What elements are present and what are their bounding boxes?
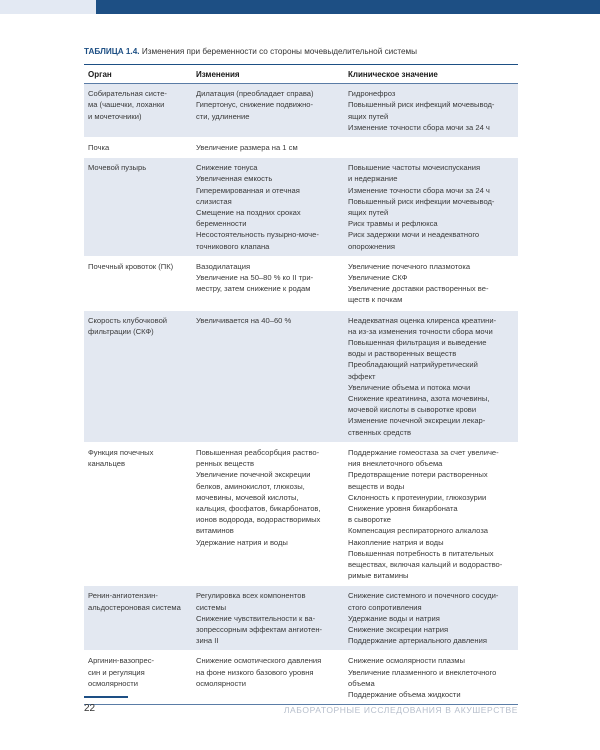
cell-line: Гипертонус, снижение подвижно- [196,100,314,110]
cell-line: зопрессорным эффектам ангиотен- [196,624,323,634]
cell-line: стого сопротивления [348,602,422,612]
cell-line: ренных веществ [196,459,255,469]
cell-line: Аргинин-вазопрес- [88,656,155,666]
table-body [84,84,518,705]
cell-organ [84,256,192,310]
cell-line: Гиперемированная и отечная [196,185,300,195]
cell-line: Увеличение почечной экскреции [196,470,311,480]
cell-line: Увеличение объема и потока мочи [348,382,471,392]
cell-line: осмолярности [88,678,138,688]
cell-clinical [344,158,518,257]
cell-line: Увеличение плазменного и внеклеточного [348,667,497,677]
cell-line: Накопление натрия и воды [348,537,444,547]
table-caption [84,47,524,56]
cell-changes [192,651,344,705]
cell-line: Повышение частоты мочеиспускания [348,163,481,173]
cell-line: Снижение чувствительности к ва- [196,613,316,623]
cell-line: на из-за изменения точности сбора мочи [348,326,493,336]
cell-line: кальция, фосфатов, бикарбонатов, [196,503,321,513]
cell-line: Предотвращение потери растворенных [348,470,488,480]
cell-clinical [344,586,518,651]
cell-line: Изменение почечной экскреции лекар- [348,416,486,426]
cell-line: Повышенная фильтрация и выведение [348,338,487,348]
cell-line: фильтрации (СКФ) [88,326,154,336]
cell-line: Смещение на поздних сроках [196,208,301,218]
cell-organ [84,84,192,138]
cell-line: Почка [88,143,110,153]
cell-line: ящих путей [348,111,389,121]
cell-line: мочевины, мочевой кислоты, [196,492,299,502]
cell-line: Снижение осмолярности плазмы [348,656,465,666]
cell-line: веществ и воды [348,481,405,491]
cell-line: воды и растворенных веществ [348,349,457,359]
cell-line: Повышенная потребность в питательных [348,548,494,558]
table-row [84,586,518,651]
cell-organ [84,442,192,585]
cell-line: альдостероновая система [88,602,181,612]
cell-line: объема [348,678,375,688]
cell-line: Изменение точности сбора мочи за 24 ч [348,122,490,132]
footer-rule [84,696,128,698]
cell-changes [192,442,344,585]
cell-line: веществах, включая кальций и водораство- [348,559,503,569]
cell-organ [84,310,192,442]
cell-organ [84,586,192,651]
cell-line: канальцев [88,459,126,469]
cell-line: Снижение экскреции натрия [348,624,449,634]
cell-clinical [344,310,518,442]
cell-line: римые витамины [348,571,409,581]
header-accent-light [0,0,96,14]
cell-line: Регулировка всех компонентов [196,591,306,601]
cell-changes [192,158,344,257]
cell-line: зина II [196,636,219,646]
cell-line: Скорость клубочковой [88,315,168,325]
table-row [84,256,518,310]
cell-changes [192,586,344,651]
cell-line: точникового клапана [196,241,270,251]
cell-line: ионов водорода, водорастворимых [196,515,321,525]
cell-line: эффект [348,371,376,381]
cell-clinical [344,84,518,138]
cell-line: Мочевой пузырь [88,163,147,173]
cell-line: беременности [196,219,247,229]
cell-changes [192,256,344,310]
cell-line: ществ к почкам [348,295,403,305]
cell-line: Неадекватная оценка клиренса креатини- [348,315,497,325]
cell-line: Повышенный риск инфекций мочевывод- [348,100,495,110]
cell-line: осмолярности [196,678,246,688]
cell-line: Увеличение размера на 1 см [196,143,298,153]
header-organ: Орган [84,65,192,84]
cell-line: Увеличение на 50–80 % ко II три- [196,273,314,283]
cell-line: Преобладающий натрийуретический [348,360,478,370]
cell-line: Повышенная реабсорбция раство- [196,447,320,457]
cell-line: мочевой кислоты в сыворотке крови [348,405,477,415]
cell-line: Склонность к протеинурии, глюкозурии [348,492,487,502]
cell-line: местру, затем снижение к родам [196,284,311,294]
cell-changes [192,138,344,158]
table-row [84,310,518,442]
cell-line: Увеличение СКФ [348,273,408,283]
table-header-row [84,65,518,84]
cell-line: Удержание натрия и воды [196,537,288,547]
cell-line: Повышенный риск инфекции мочевывод- [348,196,495,206]
cell-line: Ренин-ангиотензин- [88,591,158,601]
cell-line: Увеличение почечного плазмотока [348,261,471,271]
cell-line: Собирательная систе- [88,89,167,99]
cell-line: ящих путей [348,208,389,218]
cell-clinical [344,442,518,585]
cell-organ [84,158,192,257]
cell-line: и недержание [348,174,398,184]
cell-line: Поддержание гомеостаза за счет увеличе- [348,447,499,457]
cell-line: Снижение креатинина, азота мочевины, [348,394,490,404]
table-row [84,651,518,705]
cell-clinical [344,651,518,705]
cell-line: белков, аминокислот, глюкозы, [196,481,305,491]
cell-line: ния внеклеточного объема [348,459,443,469]
cell-line: Гидронефроз [348,89,396,99]
cell-line: Удержание воды и натрия [348,613,440,623]
cell-line: Изменение точности сбора мочи за 24 ч [348,185,490,195]
cell-line: опорожнения [348,241,395,251]
cell-line: в сыворотке [348,515,391,525]
cell-line: Увеличивается на 40–60 % [196,315,292,325]
cell-organ [84,138,192,158]
cell-line: Вазодилатация [196,261,251,271]
cell-line: Снижение тонуса [196,163,258,173]
page-number: 22 [84,703,96,714]
cell-line: сти, удлинение [196,111,250,121]
header-accent-bar [96,0,600,14]
table-row [84,158,518,257]
cell-line: Функция почечных [88,447,154,457]
table-row [84,442,518,585]
table-title: Изменения при беременности со стороны мочевыделительной системы [141,47,418,56]
cell-line: Снижение системного и почечного сосуди- [348,591,499,601]
cell-line: и мочеточники) [88,111,142,121]
cell-line: Увеличение доставки растворенных ве- [348,284,489,294]
table-number: ТАБЛИЦА 1.4. [84,47,140,56]
table-row [84,84,518,138]
cell-line: на фоне низкого базового уровня [196,667,314,677]
cell-line: Поддержание объема жидкости [348,689,461,699]
cell-line: Снижение осмотического давления [196,656,322,666]
cell-line: Риск травмы и рефлюкса [348,219,438,229]
cell-line: Поддержание артериального давления [348,636,487,646]
header-clinical: Клиническое значение [344,65,518,84]
cell-line: Несостоятельность пузырно-моче- [196,230,319,240]
cell-clinical [344,256,518,310]
cell-line: витаминов [196,526,234,536]
cell-line: син и регуляция [88,667,145,677]
cell-line: слизистая [196,196,232,206]
cell-line: ственных средств [348,427,412,437]
header-changes: Изменения [192,65,344,84]
cell-line: ма (чашечки, лоханки [88,100,165,110]
cell-changes [192,310,344,442]
pregnancy-changes-table [84,64,518,705]
table-row [84,138,518,158]
cell-line: Дилатация (преобладает справа) [196,89,314,99]
cell-line: Компенсация респираторного алкалоза [348,526,489,536]
cell-line: Увеличенная емкость [196,174,273,184]
cell-line: системы [196,602,227,612]
cell-clinical [344,138,518,158]
running-head: ЛАБОРАТОРНЫЕ ИССЛЕДОВАНИЯ В АКУШЕРСТВЕ [283,705,518,715]
cell-changes [192,84,344,138]
cell-line: Почечный кровоток (ПК) [88,261,174,271]
cell-line: Риск задержки мочи и неадекватного [348,230,480,240]
cell-line: Снижение уровня бикарбоната [348,503,458,513]
